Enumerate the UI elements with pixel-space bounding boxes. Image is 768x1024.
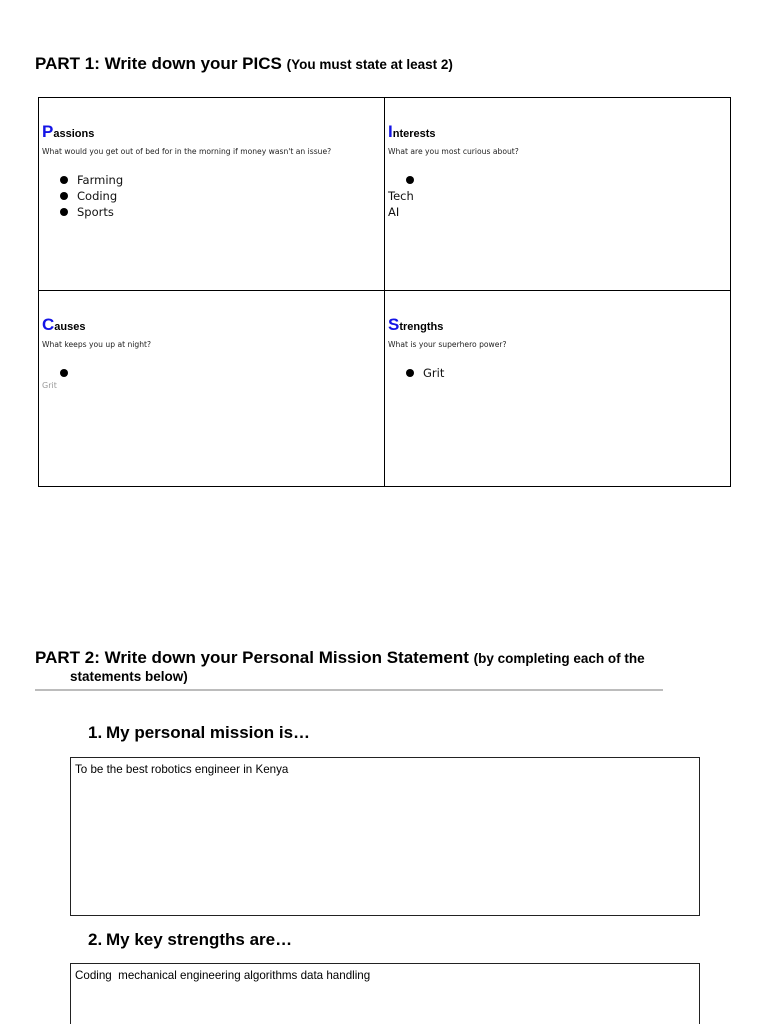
bullet-list [385,172,730,220]
bullet-icon [60,208,68,216]
bullet-icon [60,176,68,184]
question-text: My key strengths are… [106,930,293,949]
list-item [39,188,384,204]
part2-heading [35,648,645,685]
list-item-text: Coding [77,189,118,203]
bullet-list [385,365,730,381]
part2-subtitle-line2: statements below) [70,669,188,684]
part1-title: PART 1: Write down your PICS [35,54,282,73]
answer-line: Tech [388,189,414,203]
bullet-icon [60,369,68,377]
cell-initial: C [42,315,55,334]
cell-label: trengths [399,321,444,333]
list-item [39,172,384,188]
cell-initial: S [388,315,400,334]
cell-heading-interests [388,122,436,144]
bullet-list [39,365,384,391]
list-item [385,365,730,381]
question-1-label [88,723,310,743]
cell-prompt: What keeps you up at night? [42,340,152,349]
bullet-icon [60,192,68,200]
pics-cell-passions[interactable] [39,98,385,291]
list-item-text: Grit [423,366,445,380]
part1-heading [35,54,453,75]
cell-initial: I [388,122,393,141]
list-item [39,204,384,220]
question-text: My personal mission is… [106,723,311,742]
list-number: 1. [88,723,103,742]
list-number: 2. [88,930,103,949]
part2-title: PART 2: Write down your Personal Mission Statement [35,648,469,667]
part2-subtitle-line1: (by completing each of the [473,651,645,666]
answer-box-strengths[interactable] [70,963,700,1024]
pics-cell-causes[interactable] [39,291,385,487]
cell-label: nterests [392,128,436,140]
cell-initial: P [42,122,54,141]
answer-text: To be the best robotics engineer in Kenya [75,763,289,776]
bullet-icon [406,369,414,377]
answer-line: AI [388,205,400,219]
divider [35,689,663,691]
cell-heading-strengths [388,315,443,337]
part1-subtitle: (You must state at least 2) [286,57,453,72]
cell-prompt: What are you most curious about? [388,147,519,156]
list-item [39,365,384,381]
pics-table [38,97,731,487]
cell-heading-passions [42,122,94,144]
bullet-icon [406,176,414,184]
cell-prompt: What is your superhero power? [388,340,507,349]
answer-text: Coding mechanical engineering algorithms data handling [75,969,371,982]
answer-box-mission[interactable] [70,757,700,916]
cell-label: auses [54,321,86,333]
cell-heading-causes [42,315,85,337]
pics-cell-strengths[interactable] [385,291,731,487]
part2-heading-line1 [35,648,645,669]
cell-prompt: What would you get out of bed for in the morning if money wasn't an issue? [42,147,332,156]
cell-label: assions [53,128,95,140]
question-2-label [88,930,292,950]
pics-cell-interests[interactable] [385,98,731,291]
list-item [385,172,730,188]
answer-note: Grit [42,381,57,390]
list-item-text: Sports [77,205,114,219]
bullet-list [39,172,384,220]
list-item-text: Farming [77,173,124,187]
